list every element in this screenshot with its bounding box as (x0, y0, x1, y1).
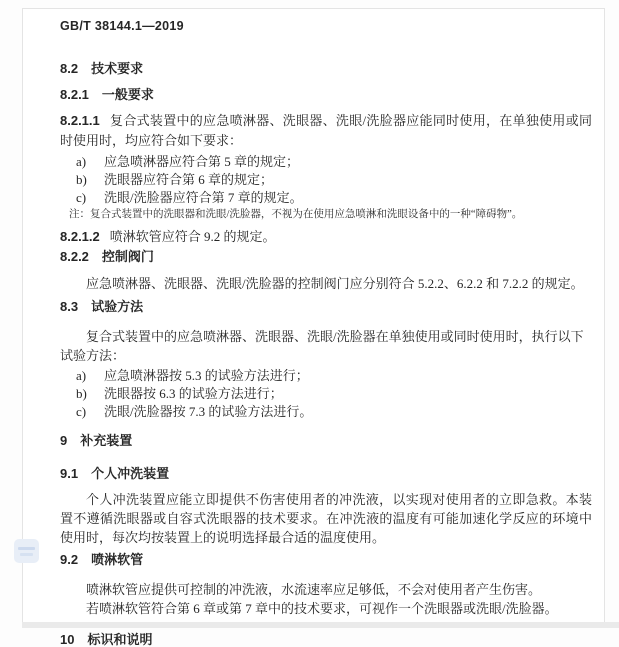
heading-8-3 (60, 299, 592, 314)
list-item-text: 洗眼器按 6.3 的试验方法进行； (104, 386, 283, 401)
list-item-label: a) (76, 368, 87, 383)
paragraph-8-3-intro: 复合式装置中的应急喷淋器、洗眼器、洗眼/洗脸器在单独使用或同时使用时，执行以下试验方法： (60, 329, 584, 363)
heading-title: 控制阀门 (101, 249, 154, 264)
heading-title: 个人冲洗装置 (91, 466, 170, 481)
heading-8-2-1 (60, 87, 592, 102)
heading-number: 9.2 (60, 552, 79, 567)
heading-title: 喷淋软管 (91, 552, 144, 567)
clause-number: 8.2.1.1 (60, 113, 100, 128)
heading-8-2 (60, 61, 592, 76)
requirement-list (60, 153, 592, 207)
list-item-label: c) (76, 404, 87, 419)
list-item-text: 应急喷淋器应符合第 5 章的规定； (104, 154, 300, 169)
heading-10 (60, 632, 592, 647)
heading-number: 8.2 (60, 61, 79, 76)
standard-number: GB/T 38144.1—2019 (60, 19, 184, 33)
widget-glyph (20, 553, 33, 556)
list-item-label: c) (76, 190, 87, 205)
heading-9-2 (60, 552, 592, 567)
widget-glyph (18, 547, 35, 550)
list-item-text: 洗眼/洗脸器应符合第 7 章的规定。 (104, 190, 303, 205)
clause-8-2-1-1 (60, 111, 592, 151)
list-item (60, 367, 592, 385)
heading-9 (60, 433, 592, 448)
list-item (60, 385, 592, 403)
heading-title: 试验方法 (91, 299, 144, 314)
list-item (60, 189, 592, 207)
heading-number: 8.2.2 (60, 249, 89, 264)
heading-title: 一般要求 (101, 87, 154, 102)
document-page (22, 8, 605, 647)
clause-8-2-1-2 (60, 227, 592, 246)
translator-badge-icon[interactable] (14, 539, 39, 563)
paragraph-9-2-line1: 喷淋软管应提供可控制的冲洗液，水流速率应足够低，不会对使用者产生伤害。 (86, 582, 542, 597)
list-item (60, 153, 592, 171)
paragraph-9-2-line2: 若喷淋软管符合第 6 章或第 7 章中的技术要求，可视作一个洗眼器或洗眼/洗脸器。 (86, 601, 558, 616)
heading-number: 9 (60, 433, 68, 448)
list-item-label: b) (76, 172, 87, 187)
heading-9-1 (60, 466, 592, 481)
test-method-list (60, 367, 592, 421)
list-item-label: a) (76, 154, 87, 169)
clause-text: 喷淋软管应符合 9.2 的规定。 (109, 229, 276, 244)
note-text: 注：复合式装置中的洗眼器和洗眼/洗脸器，不视为在使用应急喷淋和洗眼设备中的一种“障碍物”。 (69, 209, 523, 220)
heading-title: 标识和说明 (87, 632, 153, 647)
heading-number: 8.3 (60, 299, 79, 314)
page-bottom-edge (22, 622, 619, 628)
heading-number: 9.1 (60, 466, 79, 481)
list-item (60, 171, 592, 189)
heading-number: 10 (60, 632, 75, 647)
list-item-label: b) (76, 386, 87, 401)
paragraph-8-2-2: 应急喷淋器、洗眼器、洗眼/洗脸器的控制阀门应分别符合 5.2.2、6.2.2 和 7.2.2 的规定。 (86, 276, 584, 291)
clause-text: 复合式装置中的应急喷淋器、洗眼器、洗眼/洗脸器应能同时使用，在单独使用或同时使用时，均应符合如下要求： (60, 113, 592, 148)
list-item-text: 洗眼器应符合第 6 章的规定； (104, 172, 274, 187)
list-item-text: 应急喷淋器按 5.3 的试验方法进行； (104, 368, 309, 383)
paragraph-9-1: 个人冲洗装置应能立即提供不伤害使用者的冲洗液，以实现对使用者的立即急救。本装置不遵循洗眼器或自容式洗眼器的技术要求。在冲洗液的温度有可能加速化学反应的环境中使用时，每次均按装置上的说明选择最合适的温度使用。 (60, 492, 592, 545)
list-item-text: 洗眼/洗脸器按 7.3 的试验方法进行。 (104, 404, 313, 419)
clause-number: 8.2.1.2 (60, 229, 100, 244)
list-item (60, 403, 592, 421)
heading-title: 补充装置 (80, 433, 133, 448)
heading-number: 8.2.1 (60, 87, 89, 102)
heading-8-2-2 (60, 249, 592, 264)
heading-title: 技术要求 (91, 61, 144, 76)
